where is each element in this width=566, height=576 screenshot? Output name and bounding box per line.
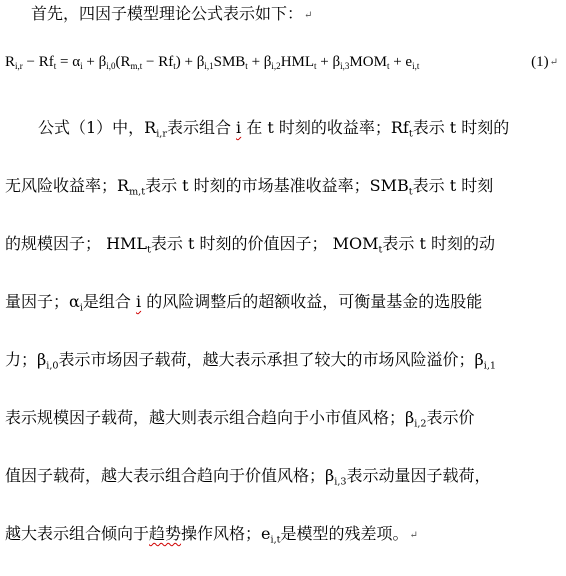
body-line-7: 值因子载荷，越大表示组合趋向于价值风格；$\beta_{i,3}$表示动量因子载荷， — [5, 466, 491, 488]
paragraph-mark-icon: ↵ — [549, 57, 558, 68]
grammar-flagged-word: 趋势 — [149, 524, 182, 543]
equation-number: (1)↵ — [531, 54, 558, 70]
spellcheck-flagged-word: i — [236, 118, 242, 137]
intro-line — [31, 2, 312, 28]
body-line-4: 量因子；$\alpha_i$是组合 i 的风险调整后的超额收益，可衡量基金的选股能 — [5, 292, 483, 314]
body-line-6: 表示规模因子载荷，越大则表示组合趋向于小市值风格；$\beta_{i,2}$表示价 — [5, 408, 475, 430]
body-line-3: 的规模因子； $HML_t$表示 t 时刻的价值因子； $MOM_t$表示 t 时刻的动 — [5, 234, 495, 256]
paragraph-mark-icon: ↵ — [409, 530, 418, 541]
four-factor-equation: $R_{i,r} - Rf_t = \alpha_i + \beta_{i,0}(R_{m,t} - Rf_t) + \beta_{i,1}SMB_t + \beta_{i,2}HML_t + \beta_{i,3}MOM_t + e_{i,t}$ (1)↵ — [5, 50, 558, 74]
intro-text: 首先，四因子模型理论公式表示如下： — [31, 4, 304, 23]
body-line-8: 越大表示组合倾向于趋势操作风格；$e_{i,t}$是模型的残差项。↵ — [5, 524, 418, 546]
body-line-5: 力；$\beta_{i,0}$表示市场因子载荷，越大表示承担了较大的市场风险溢价；$\beta_{i,1}$ — [5, 350, 496, 372]
paragraph-mark-icon: ↵ — [304, 10, 313, 21]
spellcheck-flagged-word: i — [135, 292, 142, 311]
body-line-2: 无风险收益率；$R_{m,t}$表示 t 时刻的市场基准收益率；$SMB_t$表示 t 时刻 — [5, 176, 494, 198]
body-line-1: 公式（1）中，$R_{i,r}$表示组合 i 在 t 时刻的收益率；$Rf_t$表示 t 时刻的 — [38, 118, 510, 140]
